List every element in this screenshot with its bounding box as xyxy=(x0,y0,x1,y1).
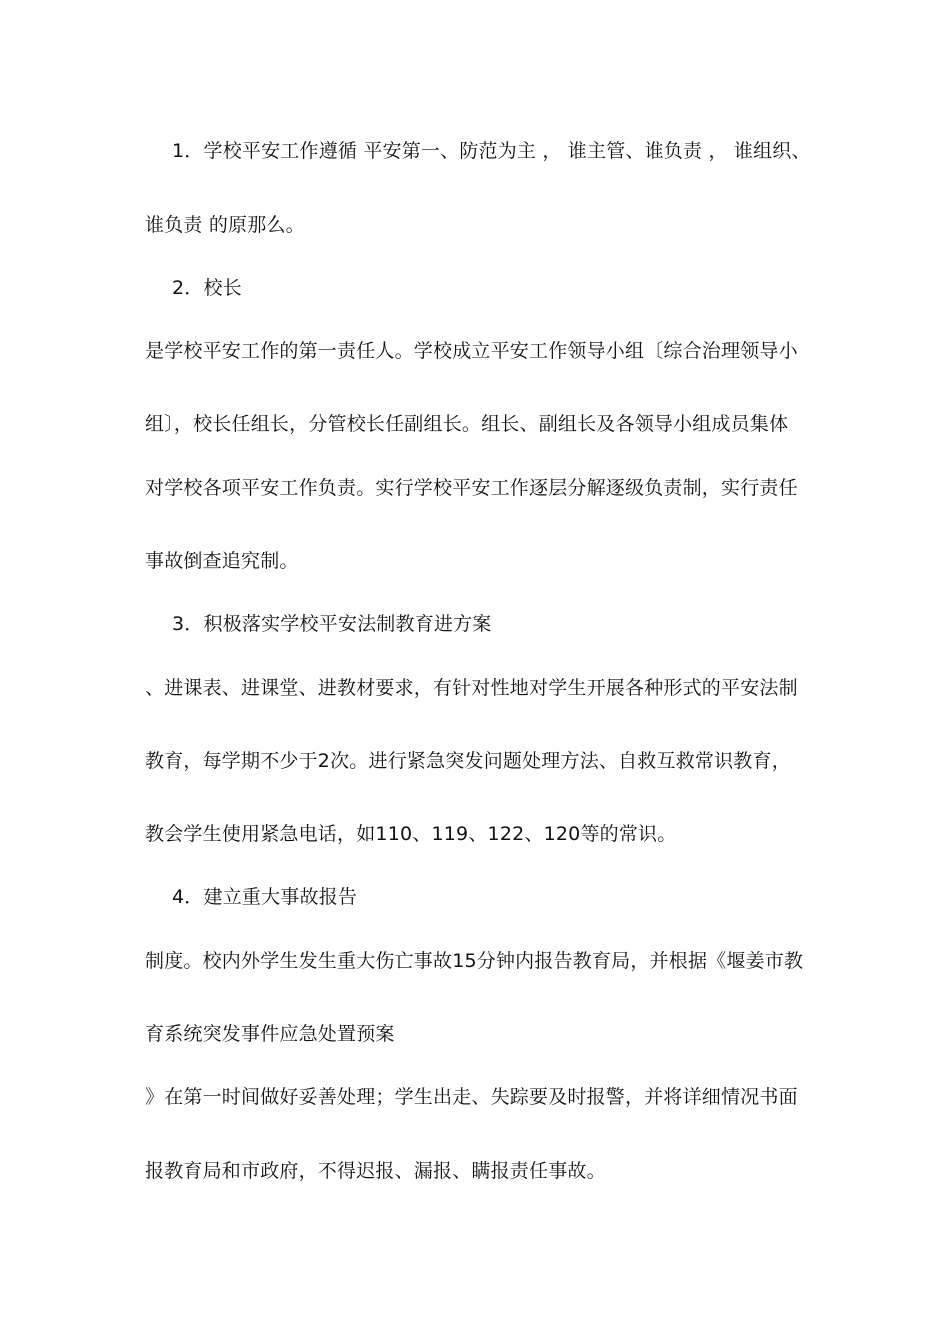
paragraph-4-line-2: 育系统突发事件应急处置预案 xyxy=(145,1023,395,1045)
paragraph-3-line-3: 教会学生使用紧急电话，如110、119、122、120等的常识。 xyxy=(145,823,677,845)
paragraph-3-line-1: 、进课表、进课堂、进教材要求，有针对性地对学生开展各种形式的平安法制 xyxy=(145,677,798,699)
paragraph-4-heading: 4．建立重大事故报告 xyxy=(172,886,358,908)
paragraph-2-line-2: 组〕，校长任组长，分管校长任副组长。组长、副组长及各领导小组成员集体 xyxy=(145,413,789,435)
paragraph-2-line-4: 事故倒查追究制。 xyxy=(145,550,299,572)
paragraph-1-line-1: 1．学校平安工作遵循 平安第一、防范为主 ， 谁主管、谁负责 ， 谁组织、 xyxy=(172,140,811,162)
paragraph-2-line-3: 对学校各项平安工作负责。实行学校平安工作逐层分解逐级负责制，实行责任 xyxy=(145,477,798,499)
paragraph-4-line-1: 制度。校内外学生发生重大伤亡事故15分钟内报告教育局，并根据《堰姜市教 xyxy=(145,950,804,972)
paragraph-3-heading: 3．积极落实学校平安法制教育进方案 xyxy=(172,613,492,635)
paragraph-4-line-3: 》在第一时间做好妥善处理；学生出走、失踪要及时报警，并将详细情况书面 xyxy=(145,1086,798,1108)
paragraph-1-line-2: 谁负责 的原那么。 xyxy=(145,214,305,236)
paragraph-4-line-4: 报教育局和市政府，不得迟报、漏报、瞒报责任事故。 xyxy=(145,1160,606,1182)
paragraph-2-heading: 2．校长 xyxy=(172,277,242,299)
paragraph-2-line-1: 是学校平安工作的第一责任人。学校成立平安工作领导小组〔综合治理领导小 xyxy=(145,340,798,362)
paragraph-3-line-2: 教育，每学期不少于2次。进行紧急突发问题处理方法、自救互救常识教育， xyxy=(145,750,791,772)
